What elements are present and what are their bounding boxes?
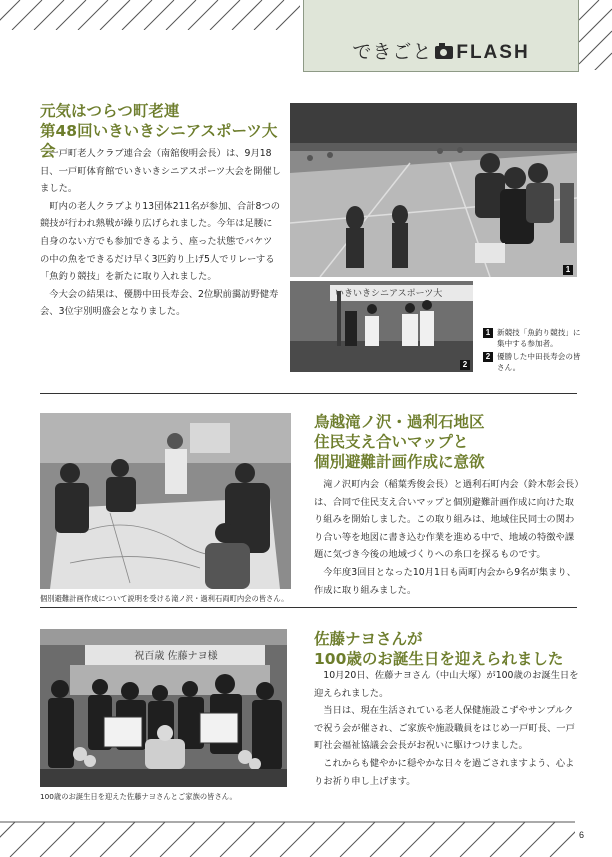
section-divider bbox=[40, 607, 577, 608]
photo-number-badge: 1 bbox=[563, 265, 573, 275]
article2-paragraph: 今年度3回目となった10月1日も両町内会から9名が集まり、作成に取り組みました。 bbox=[314, 566, 576, 596]
article2-headline bbox=[314, 412, 579, 472]
article1-photo-captions bbox=[483, 327, 581, 375]
article1-paragraph: 今大会の結果は、優勝中田長寿会、2位駅前靄訪野健寿会、3位宇別明盛会となりました。 bbox=[40, 288, 279, 318]
caption-item bbox=[483, 327, 581, 349]
caption-number-badge: 1 bbox=[483, 328, 493, 338]
article1-body bbox=[40, 145, 281, 321]
article3-body bbox=[314, 667, 580, 790]
article3-paragraph: 当日は、現在生活されている老人保健施設こずやサンプルクで祝う会が催され、ご家族や施設職員をはじめ一戸町長、一戸町社会福祉協議会会長がお祝いに駆けつけました。 bbox=[314, 705, 575, 752]
article2-headline-line3: 個別避難計画作成に意欲 bbox=[314, 453, 485, 471]
article3-headline-line1: 佐藤ナヨさんが bbox=[314, 630, 423, 648]
caption-item bbox=[483, 351, 581, 373]
section-header-tab bbox=[303, 0, 579, 72]
article1-paragraph: 町内の老人クラブより13団体211名が参加、合計8つの競技が行われ熱戦が繰り広げられました。今年は足腰に自身のない方でも参加できるよう、座った状態でバケツの中の魚をできるだけ早く3匹釣り上げ5人でリレーする「魚釣り競技」を新たに取り入れました。 bbox=[40, 200, 281, 283]
page-number: 6 bbox=[579, 830, 585, 840]
article2-headline-line2: 住民支え合いマップと bbox=[314, 433, 469, 451]
article3-photo-caption: 100歳のお誕生日を迎えた佐藤ナヨさんとご家族の皆さん。 bbox=[40, 792, 237, 801]
section-divider bbox=[40, 393, 577, 394]
sports-event-photo bbox=[290, 103, 577, 277]
section-title bbox=[304, 37, 578, 64]
photo-number-badge: 2 bbox=[460, 360, 470, 370]
article3-paragraph: これからも健やかに穏やかな日々を過ごされますよう、心よりお祈り申し上げます。 bbox=[314, 757, 575, 787]
article2-body bbox=[314, 476, 580, 599]
top-left-hatch bbox=[0, 0, 300, 30]
sports-banner-text: いきいきシニアスポーツ大 bbox=[335, 289, 443, 299]
article2-headline-line1: 鳥越滝ノ沢・過利石地区 bbox=[314, 413, 485, 431]
winners-photo bbox=[290, 281, 473, 372]
bottom-hatch bbox=[0, 810, 575, 857]
top-right-hatch bbox=[579, 0, 612, 70]
camera-icon bbox=[435, 46, 453, 59]
birthday-banner-text: 祝百歳 佐藤ナヨ様 bbox=[134, 651, 218, 662]
caption-number-badge: 2 bbox=[483, 352, 493, 362]
article1-headline-line2: 第48回いきいきシニアスポーツ大会 bbox=[40, 122, 278, 160]
article3-headline-line2: 100歳のお誕生日を迎えられました bbox=[314, 650, 564, 668]
caption-text: 優勝した中田長寿会の皆さん。 bbox=[497, 352, 581, 372]
article1-paragraph: 一戸町老人クラブ連合会（南舘俊明会長）は、9月18日、一戸町体育館でいきいきシニアスポーツ大会を開催しました。 bbox=[40, 148, 281, 195]
article2-photo-caption: 個別避難計画作成について説明を受ける滝ノ沢・過利石両町内会の皆さん。 bbox=[40, 594, 289, 603]
community-map-photo bbox=[40, 413, 291, 589]
article2-paragraph: 滝ノ沢町内会（稲葉秀俊会長）と過利石町内会（鈴木彰会長）は、合同で住民支え合いマップと個別避難計画作成に向けた取り組みを開始しました。この取り組みは、地域住民同士の関わり合い等を地図に書き込む作業を進める中で、地域の特徴や課題に気づき今後の地域づくりへの糸口を探るものです。 bbox=[314, 479, 579, 561]
birthday-family-photo bbox=[40, 629, 287, 787]
article3-paragraph: 10月20日、佐藤ナヨさん（中山大塚）が100歳のお誕生日を迎えられました。 bbox=[314, 670, 579, 699]
title-suffix: FLASH bbox=[456, 42, 530, 63]
caption-text: 新競技「魚釣り競技」に集中する参加者。 bbox=[497, 328, 581, 348]
title-prefix: できごと bbox=[352, 41, 433, 63]
article1-headline-line1: 元気はつらつ町老連 bbox=[40, 102, 180, 120]
article3-headline bbox=[314, 629, 579, 669]
